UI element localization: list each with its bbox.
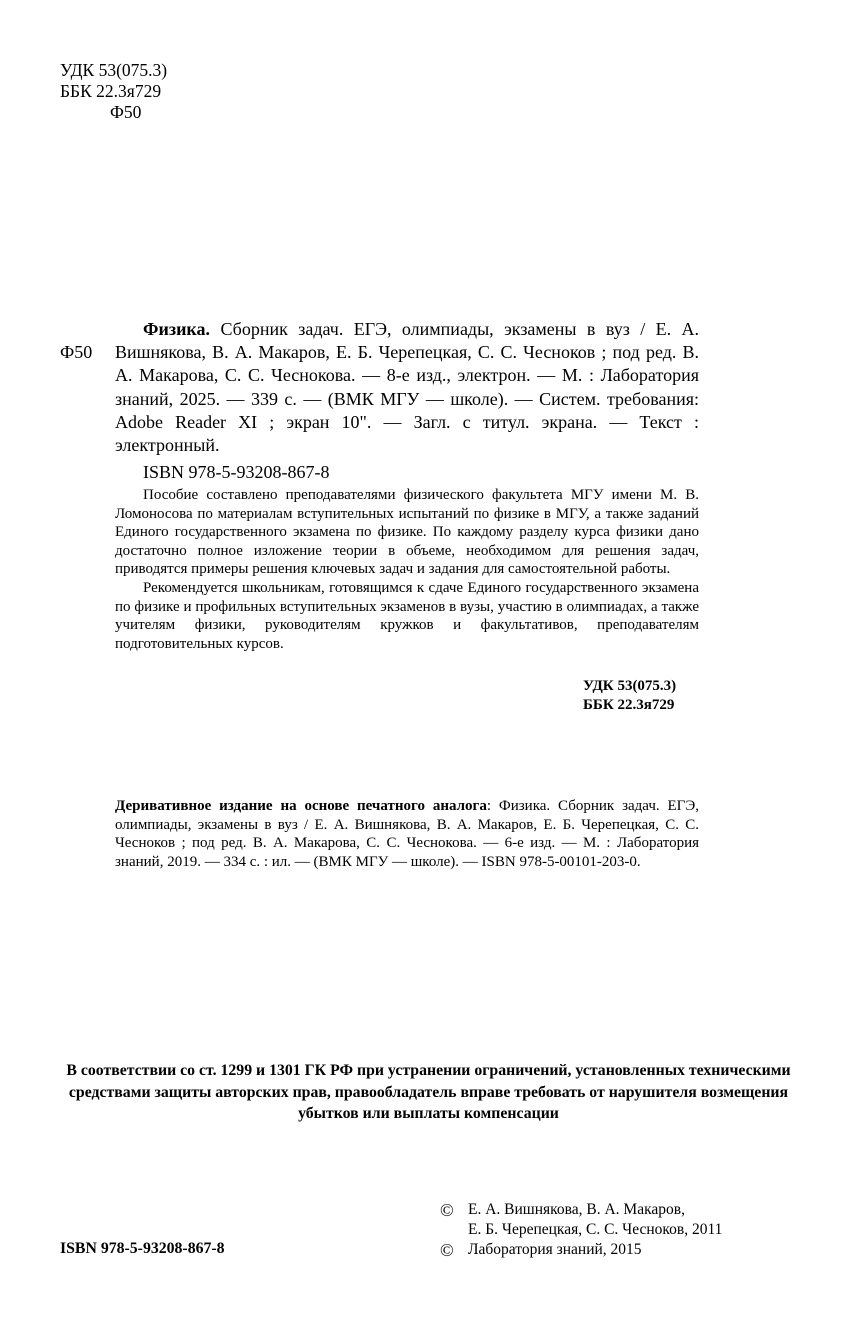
- derivative-label: Деривативное издание на основе печатного аналога: [115, 798, 487, 814]
- citation-body: Сборник задач. ЕГЭ, олимпиады, экзамены в вуз / Е. А. Вишнякова, В. А. Макаров, Е. Б. Черепецкая, С. С. Чесноков ; под ред. В. А. Макарова, С. С. Чеснокова. — 8-е изд., электрон. — М. : Лаборатория знаний, 2025. — 339 с. — (ВМК МГУ — школе). — Систем. требования: Adobe Reader XI ; экран 10". — Загл. с титул. экрана. — Текст : электронный.: [115, 319, 699, 456]
- citation-text: [115, 318, 699, 457]
- classification-codes-right: [115, 677, 699, 715]
- derivative-edition-note: [115, 797, 699, 871]
- bbk-code: ББК 22.3я729: [60, 81, 162, 101]
- copyright-icon: ©: [440, 1240, 454, 1260]
- derivative-text: : Физика. Сборник задач. ЕГЭ, олимпиады, экзамены в вуз / Е. А. Вишнякова, В. А. Макаров, Е. Б. Черепецкая, С. С. Чесноков ; под ред. В. А. Макарова, С. С. Чеснокова. — 6-е изд. — М. : Лаборатория знаний, 2019. — 334 с. : ил. — (ВМК МГУ — школе). — ISBN 978-5-00101-203-0.: [115, 798, 699, 870]
- citation-author-mark: Ф50: [60, 342, 93, 362]
- copyright-block: [440, 1200, 722, 1260]
- udk-code-right: УДК 53(075.3): [583, 678, 677, 694]
- udk-code: УДК 53(075.3): [60, 60, 168, 80]
- bbk-code-right: ББК 22.3я729: [583, 697, 675, 713]
- copyright-authors-line1: Е. А. Вишнякова, В. А. Макаров,: [468, 1201, 685, 1218]
- copyright-authors-line2: Е. Б. Черепецкая, С. С. Чесноков, 2011: [468, 1221, 723, 1238]
- citation-isbn: ISBN 978-5-93208-867-8: [143, 462, 330, 483]
- author-mark: Ф50: [110, 102, 142, 122]
- classification-codes: [60, 60, 167, 123]
- isbn-bottom: ISBN 978-5-93208-867-8: [60, 1240, 225, 1257]
- annotation: [115, 486, 699, 653]
- legal-notice: В соответствии со ст. 1299 и 1301 ГК РФ при устранении ограничений, установленных техническими средствами защиты авторских прав, правообладатель вправе требовать от нарушителя возмещения убытков или выплаты компенсации: [66, 1062, 791, 1122]
- annotation-paragraph: Пособие составлено преподавателями физического факультета МГУ имени М. В. Ломоносова по материалам вступительных испытаний по физике в МГУ, а также заданий Единого государственного экзамена по физике. По каждому разделу курса физики дано достаточно полное изложение теории в объеме, необходимом для решения задач, приводятся примеры решения ключевых задач и задания для самостоятельной работы.: [115, 487, 699, 578]
- annotation-paragraph: Рекомендуется школьникам, готовящимся к сдаче Единого государственного экзамена по физике и профильных вступительных экзаменов в вузы, участию в олимпиадах, а также учителям физики, руководителям кружков и факультативов, преподавателям подготовительных курсов.: [115, 579, 699, 652]
- book-title: Физика.: [143, 319, 211, 339]
- copyright-icon: ©: [440, 1200, 454, 1220]
- copyright-publisher: Лаборатория знаний, 2015: [468, 1241, 642, 1258]
- bibliographic-citation: [115, 318, 699, 484]
